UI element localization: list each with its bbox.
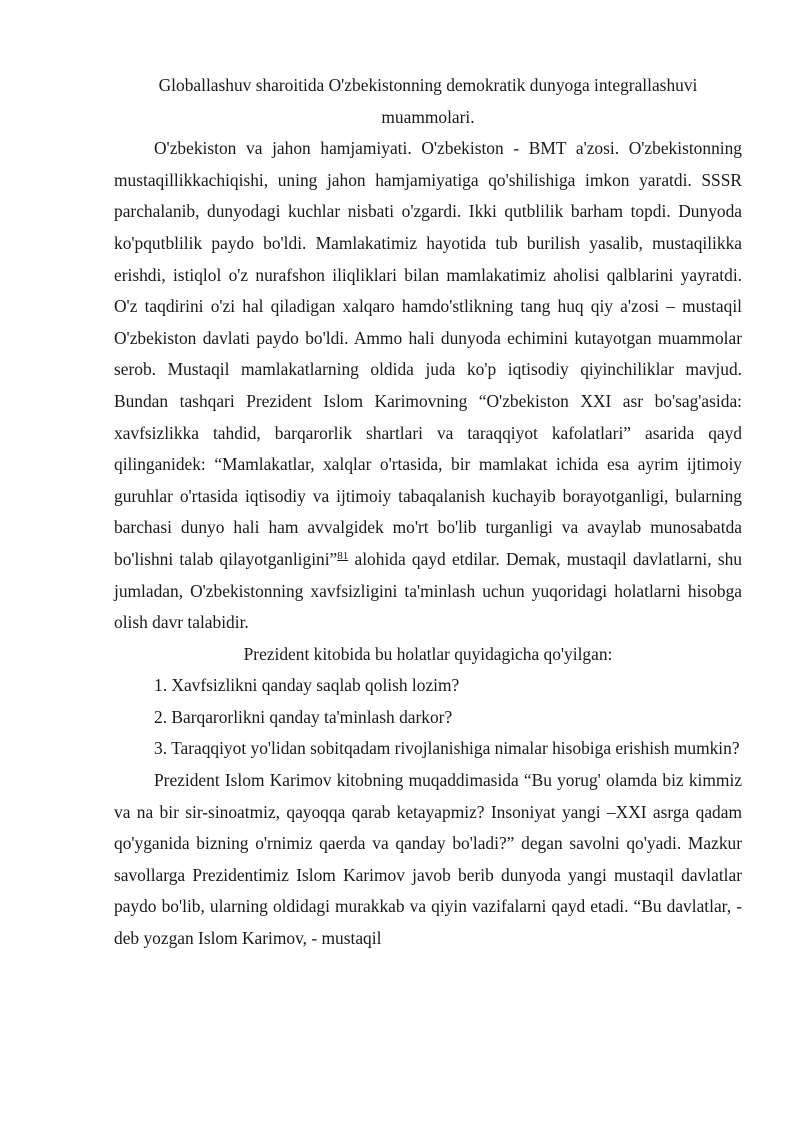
list-item-2: 2. Barqarorlikni qanday ta'minlash darkor? — [154, 706, 453, 727]
paragraph-2: Prezident Islom Karimov kitobning muqaddimasida “Bu yorug' olamda biz kimmiz va na bir sir-sinoatmiz, qayoqqa qarab ketayapmiz? Insoniyat yangi –XXI asrga qadam qo'yganida bizning o'rnimiz qaerda va qanday bo'ladi?” degan savolni qo'yadi. Mazkur savollarga Prezidentimiz Islom Karimov javob berib dunyoda yangi mustaqil davlatlar paydo bo'lib, ularning oldidagi murakkab va qiyin vazifalarni qayd etadi. “Bu davlatlar, - deb yozgan Islom Karimov, - mustaqil — [114, 770, 742, 949]
list-item-1: 1. Xavfsizlikni qanday saqlab qolish lozim? — [154, 675, 460, 696]
paragraph-1-continuation: alohida qayd etdilar. Demak, mustaqil davlatlarni, shu jumladan, O'zbekistonning xavfsizligini ta'minlash uchun yuqoridagi holatlarni hisobga olish davr talabidir. — [114, 548, 742, 633]
list-item-3: 3. Taraqqiyot yo'lidan sobitqadam rivojlanishiga nimalar hisobiga erishish mumkin? — [154, 738, 740, 759]
paragraph-1-text: O'zbekiston va jahon hamjamiyati. O'zbekiston - BMT a'zosi. O'zbekistonning mustaqillikkachiqishi, uning jahon hamjamiyatiga qo'shilishiga imkon yaratdi. SSSR parchalanib, dunyodagi kuchlar nisbati o'zgardi. Ikki qutblilik barham topdi. Dunyoda ko'pqutblilik paydo bo'ldi. Mamlakatimiz hayotida tub burilish yasalib, mustaqilikka erishdi, istiqlol o'z nurafshon iliqliklari bilan mamlakatimiz aholisi qalblarini yayratdi. O'z taqdirini o'zi hal qiladigan xalqaro hamdo'stlikning tang huq qiy a'zosi – mustaqil O'zbekiston davlati paydo bo'ldi. Ammo hali dunyoda echimini kutayotgan muammolar serob. Mustaqil mamlakatlarning oldida juda ko'p iqtisodiy qiyinchiliklar mavjud. Bundan tashqari Prezident Islom Karimovning “O'zbekiston XXI asr bo'sag'asida: xavfsizlikka tahdid, barqarorlik shartlari va taraqqiyot kafolatlari” asarida qayd qilinganidek: “Mamlakatlar, xalqlar o'rtasida, bir mamlakat ichida esa ayrim ijtimoiy guruhlar o'rtasida iqtisodiy va ijtimoiy tabaqalanish kuchayib borayotganligi, bularning barchasi dunyo hali ham avvalgidek mo'rt bo'lib turganligi va avaylab munosabatda bo'lishni talab qilayotganligini” — [114, 138, 742, 569]
paragraph-1 — [114, 133, 742, 639]
document-page — [114, 70, 742, 955]
footnote-reference[interactable]: 81 — [337, 549, 349, 562]
list-intro: Prezident kitobida bu holatlar quyidagicha qo'yilgan: — [243, 643, 613, 664]
document-title: Globallashuv sharoitida O'zbekistonning demokratik dunyoga integrallashuvi muammolari. — [158, 75, 698, 127]
